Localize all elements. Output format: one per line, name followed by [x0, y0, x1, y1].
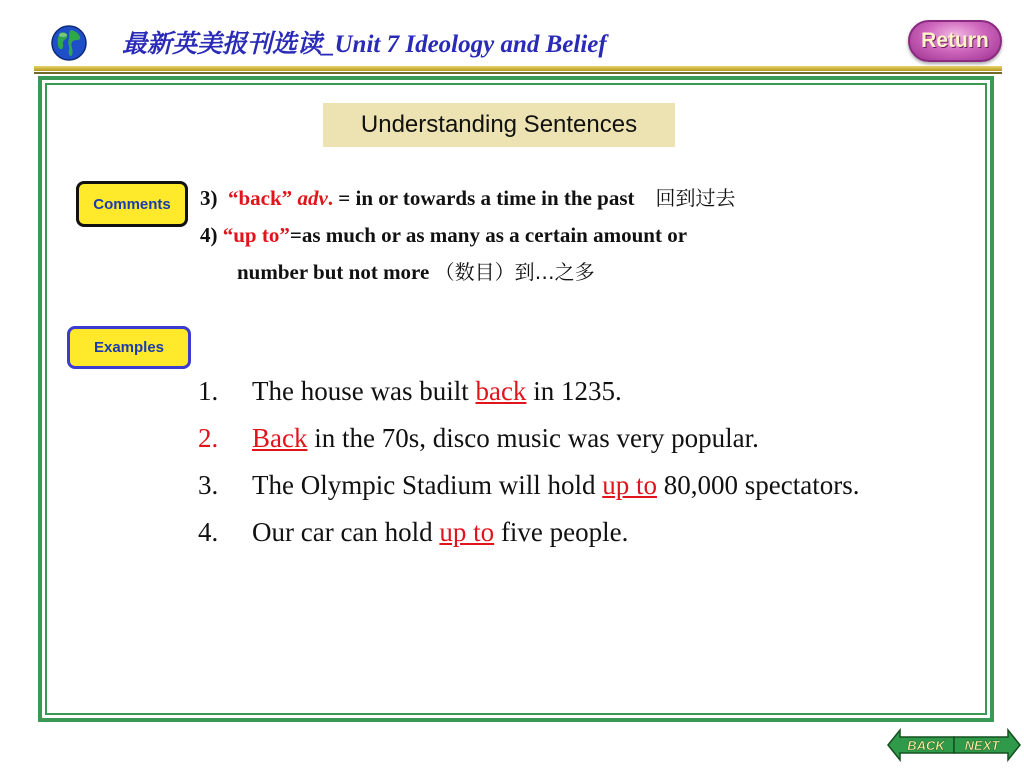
- key-phrase: Back: [252, 423, 308, 453]
- sentence-text: The house was built: [252, 376, 476, 406]
- note-chinese: （数目）到…之多: [434, 260, 595, 284]
- note-item-4: [200, 217, 960, 254]
- sentence-text: five people.: [494, 517, 629, 547]
- note-chinese: 回到过去: [655, 186, 736, 210]
- list-item: [198, 462, 918, 509]
- note-term: “up to”: [222, 223, 290, 247]
- page-title: 最新英美报刊选读_Unit 7 Ideology and Belief: [122, 31, 607, 58]
- examples-button[interactable]: Examples: [67, 326, 191, 369]
- list-item: [198, 415, 918, 462]
- note-definition: = in or towards a time in the past: [338, 186, 635, 210]
- key-phrase: up to: [439, 517, 495, 547]
- note-definition: number but not more: [237, 260, 430, 284]
- key-phrase: up to: [602, 470, 657, 500]
- back-button-label: BACK: [907, 738, 945, 753]
- example-sentence: [252, 368, 918, 415]
- return-button-label: Return: [921, 29, 989, 52]
- header-divider-shadow: [34, 72, 1002, 74]
- note-number: 3): [200, 186, 218, 210]
- sentence-text: The Olympic Stadium will hold: [252, 470, 603, 500]
- sentence-text: in 1235.: [526, 376, 622, 406]
- return-button[interactable]: [908, 20, 1002, 62]
- note-number: 4): [200, 223, 218, 247]
- note-item-3: [200, 180, 960, 217]
- list-item: [198, 368, 918, 415]
- globe-icon: [50, 24, 88, 62]
- example-list: [198, 368, 918, 556]
- example-number: 3.: [198, 470, 219, 500]
- example-sentence: [252, 415, 918, 462]
- sentence-text: in the 70s, disco music was very popular.: [307, 423, 759, 453]
- note-term: “back”: [228, 186, 293, 210]
- sentence-text: 80,000 spectators.: [657, 470, 860, 500]
- note-definition: =as much or as many as a certain amount or: [289, 223, 688, 247]
- vocabulary-notes: [200, 180, 960, 291]
- sentence-text: Our car can hold: [252, 517, 440, 547]
- example-number: 4.: [198, 517, 219, 547]
- note-part-of-speech: adv: [297, 186, 328, 210]
- example-sentence: [252, 462, 918, 509]
- next-button-label: NEXT: [964, 738, 1000, 753]
- back-button[interactable]: [886, 727, 956, 763]
- list-item: [198, 509, 918, 556]
- next-button[interactable]: [952, 727, 1022, 763]
- example-number: 1.: [198, 376, 219, 406]
- note-item-4-continued: [200, 254, 960, 291]
- comments-button[interactable]: Comments: [76, 181, 188, 227]
- example-sentence: [252, 509, 918, 556]
- key-phrase: back: [475, 376, 527, 406]
- note-pos-dot: .: [327, 186, 334, 210]
- example-number: 2.: [198, 423, 219, 453]
- section-title: Understanding Sentences: [323, 103, 675, 147]
- header-divider: [34, 66, 1002, 71]
